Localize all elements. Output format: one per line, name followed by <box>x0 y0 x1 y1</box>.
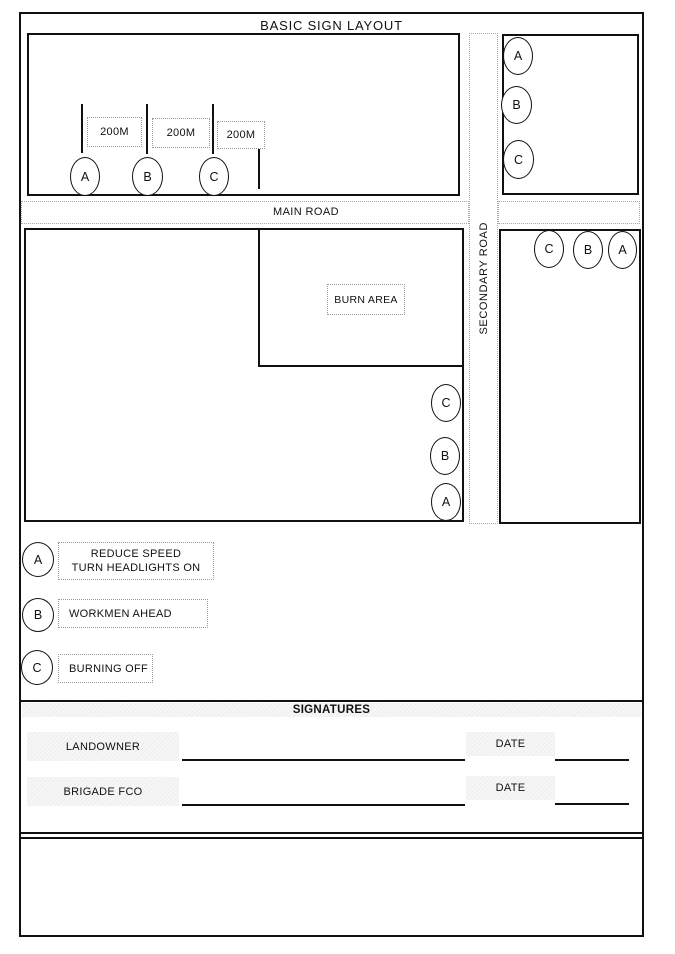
sign-post-line-1 <box>81 104 83 153</box>
secondary-road-label: SECONDARY ROAD <box>477 222 490 335</box>
main-road-right-segment <box>498 201 640 224</box>
landowner-label-box <box>27 732 179 761</box>
right-top-sign-circle-b: B <box>501 86 532 124</box>
brigade-fco-signature-line[interactable] <box>182 804 465 806</box>
legend-box-c <box>58 654 153 683</box>
legend-circle-c: C <box>21 650 53 685</box>
notes-empty-box <box>19 837 644 937</box>
sign-post-line-3 <box>212 104 214 154</box>
distance-box-1: 200M <box>87 117 142 147</box>
brigade-fco-date-line[interactable] <box>555 803 629 805</box>
map-edge-sign-circle-a: A <box>431 483 461 521</box>
landowner-date-line[interactable] <box>555 759 629 761</box>
sign-circle-a: A <box>70 157 100 196</box>
legend-circle-a: A <box>22 542 54 577</box>
landowner-date-label: DATE <box>495 738 526 750</box>
right-mid-sign-circle-a: A <box>608 231 637 269</box>
burn-area-box: BURN AREA <box>327 284 405 315</box>
legend-a-line1: REDUCE SPEED <box>90 548 182 560</box>
right-top-sign-circle-c: C <box>503 140 534 179</box>
distance-box-2: 200M <box>152 118 210 148</box>
legend-c-line1: BURNING OFF <box>69 662 149 675</box>
brigade-fco-label-box <box>27 777 179 806</box>
map-edge-sign-circle-c: C <box>431 384 461 422</box>
sign-circle-c: C <box>199 157 229 196</box>
legend-circle-b: B <box>22 598 54 632</box>
landowner-date-label-box <box>466 732 555 756</box>
brigade-fco-date-label-box <box>466 776 555 800</box>
right-mid-sign-circle-b: B <box>573 231 603 269</box>
signatures-heading: SIGNATURES <box>292 704 371 716</box>
main-road <box>21 201 469 224</box>
right-top-sign-circle-a: A <box>503 37 533 75</box>
main-road-label: MAIN ROAD <box>273 206 339 218</box>
signatures-box <box>19 700 644 834</box>
signatures-heading-band <box>22 703 641 717</box>
brigade-fco-date-label: DATE <box>495 782 526 794</box>
sign-post-line-4 <box>258 148 260 189</box>
landowner-signature-line[interactable] <box>182 759 465 761</box>
sign-post-line-2 <box>146 104 148 154</box>
lower-right-block <box>499 229 641 524</box>
legend-box-a <box>58 542 214 580</box>
legend-box-b <box>58 599 208 628</box>
secondary-road <box>469 33 498 524</box>
landowner-label: LANDOWNER <box>65 740 141 753</box>
brigade-fco-label: BRIGADE FCO <box>63 785 143 798</box>
legend-a-line2: TURN HEADLIGHTS ON <box>71 562 201 574</box>
right-mid-sign-circle-c: C <box>534 230 564 268</box>
distance-box-3: 200M <box>217 121 265 149</box>
sign-circle-b: B <box>132 157 163 196</box>
map-edge-sign-circle-b: B <box>430 437 460 475</box>
page-title: BASIC SIGN LAYOUT <box>260 18 403 33</box>
legend-b-line1: WORKMEN AHEAD <box>69 607 172 620</box>
